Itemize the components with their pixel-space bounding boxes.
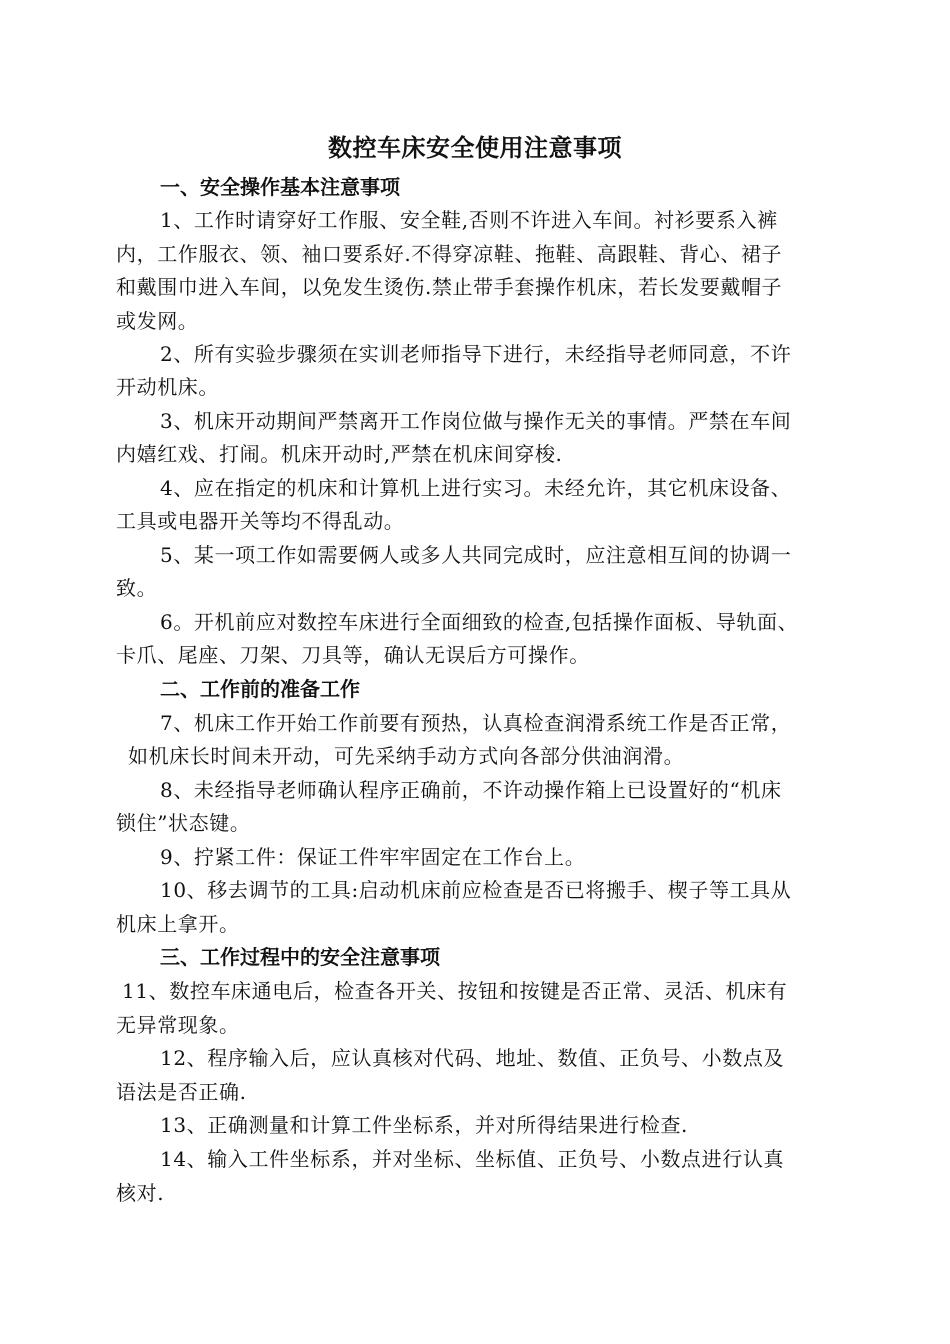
paragraph-12-line-1: 12、程序输入后，应认真核对代码、地址、数值、正负号、小数点及 (160, 1046, 785, 1070)
paragraph-2-line-1: 2、所有实验步骤须在实训老师指导下进行，未经指导老师同意，不许 (160, 342, 792, 366)
paragraph-1-line-3: 和戴围巾进入车间，以免发生烫伤.禁止带手套操作机床，若长发要戴帽子 (116, 275, 783, 299)
paragraph-1-line-1: 1、工作时请穿好工作服、安全鞋,否则不许进入车间。衬衫要系入裤 (160, 208, 778, 232)
paragraph-9-line-1: 9、拧紧工件：保证工件牢牢固定在工作台上。 (160, 845, 586, 869)
paragraph-6-line-1: 6。开机前应对数控车床进行全面细致的检查,包括操作面板、导轨面、 (160, 610, 799, 634)
section-heading-2: 二、工作前的准备工作 (160, 677, 360, 701)
paragraph-13-line-1: 13、正确测量和计算工件坐标系，并对所得结果进行检查. (160, 1113, 689, 1137)
paragraph-1-line-2: 内，工作服衣、领、袖口要系好.不得穿凉鞋、拖鞋、高跟鞋、背心、裙子 (116, 242, 783, 266)
section-heading-1: 一、安全操作基本注意事项 (160, 175, 400, 199)
paragraph-8-line-2: 锁住”状态键。 (116, 811, 251, 835)
paragraph-10-line-2: 机床上拿开。 (116, 912, 240, 936)
paragraph-14-line-1: 14、输入工件坐标系，并对坐标、坐标值、正负号、小数点进行认真 (160, 1147, 785, 1171)
paragraph-5-line-1: 5、某一项工作如需要俩人或多人共同完成时，应注意相互间的协调一 (160, 543, 792, 567)
paragraph-4-line-2: 工具或电器开关等均不得乱动。 (116, 509, 405, 533)
paragraph-5-line-2: 致。 (116, 576, 158, 600)
paragraph-11-line-1: 11、数控车床通电后，检查各开关、按钮和按键是否正常、灵活、机床有 (122, 979, 788, 1003)
paragraph-2-line-2: 开动机床。 (116, 375, 219, 399)
paragraph-12-line-2: 语法是否正确. (116, 1080, 247, 1104)
section-heading-3: 三、工作过程中的安全注意事项 (160, 945, 440, 969)
paragraph-6-line-2: 卡爪、尾座、刀架、刀具等，确认无误后方可操作。 (116, 643, 590, 667)
paragraph-10-line-1: 10、移去调节的工具:启动机床前应检查是否已将搬手、楔子等工具从 (160, 878, 792, 902)
paragraph-7-line-2: 如机床长时间未开动，可先采纳手动方式向各部分供油润滑。 (128, 744, 685, 768)
paragraph-3-line-1: 3、机床开动期间严禁离开工作岗位做与操作无关的事情。严禁在车间 (160, 409, 792, 433)
paragraph-8-line-1: 8、未经指导老师确认程序正确前，不许动操作箱上已设置好的“机床 (160, 778, 782, 802)
document-title: 数控车床安全使用注意事项 (328, 133, 622, 162)
paragraph-4-line-1: 4、应在指定的机床和计算机上进行实习。未经允许，其它机床设备、 (160, 476, 792, 500)
paragraph-3-line-2: 内嬉红戏、打闹。机床开动时,严禁在机床间穿梭. (116, 442, 563, 466)
paragraph-14-line-2: 核对. (116, 1181, 165, 1205)
paragraph-7-line-1: 7、机床工作开始工作前要有预热，认真检查润滑系统工作是否正常， (160, 711, 792, 735)
paragraph-11-line-2: 无异常现象。 (116, 1013, 240, 1037)
paragraph-1-line-4: 或发网。 (116, 309, 199, 333)
